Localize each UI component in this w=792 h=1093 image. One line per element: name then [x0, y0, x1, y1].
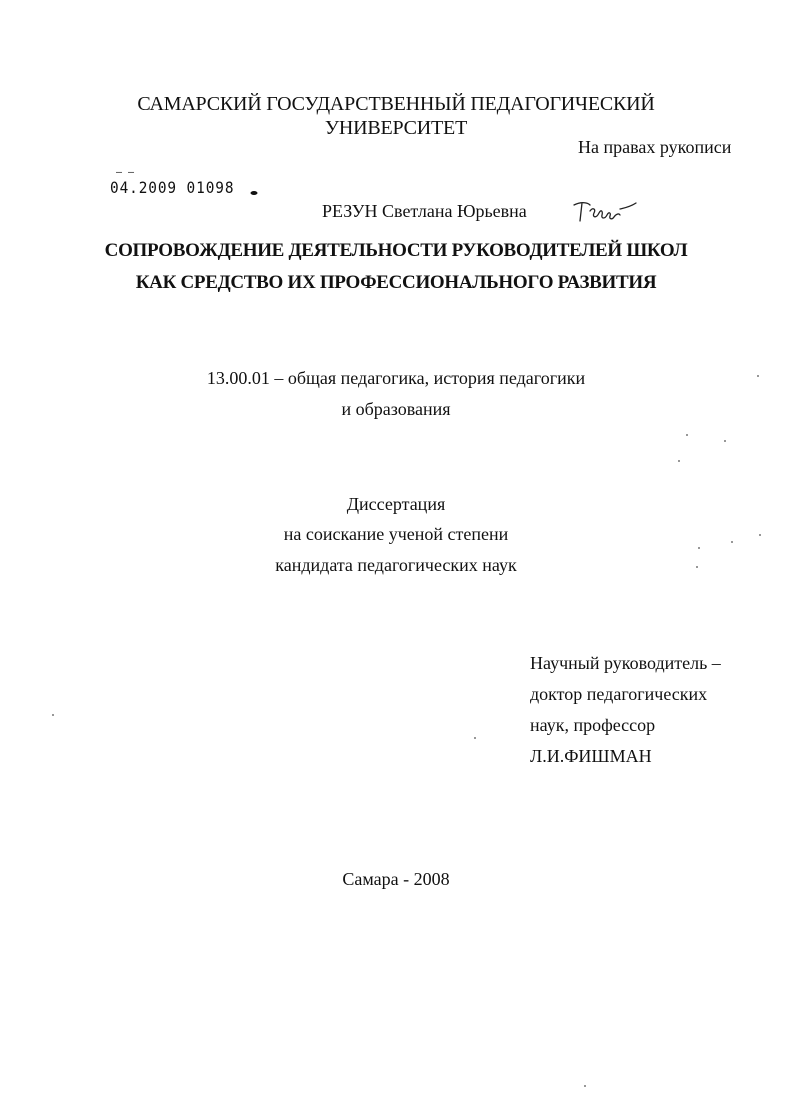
library-stamp-code: 04.2009 01098 — [110, 178, 235, 197]
university-name-line1: САМАРСКИЙ ГОСУДАРСТВЕННЫЙ ПЕДАГОГИЧЕСКИЙ — [137, 93, 655, 115]
scan-speck — [759, 534, 761, 536]
supervisor-line3: наук, профессор — [530, 715, 656, 735]
dissertation-title-line2: КАК СРЕДСТВО ИХ ПРОФЕССИОНАЛЬНОГО РАЗВИТИЯ — [135, 272, 657, 293]
stamp-dash-mark: – – — [116, 167, 135, 178]
place-and-year: Самара - 2008 — [342, 869, 450, 889]
scan-speck — [696, 566, 698, 568]
degree-line2: на соискание ученой степени — [283, 524, 509, 544]
supervisor-block — [530, 648, 721, 772]
scan-speck — [757, 375, 759, 377]
scan-speck — [678, 460, 680, 462]
specialty-line2: и образования — [341, 399, 451, 419]
scan-speck — [474, 737, 476, 739]
dissertation-title-line1: СОПРОВОЖДЕНИЕ ДЕЯТЕЛЬНОСТИ РУКОВОДИТЕЛЕЙ ШКОЛ — [104, 240, 688, 261]
author-name: РЕЗУН Светлана Юрьевна — [322, 201, 527, 221]
specialty-line1: 13.00.01 – общая педагогика, история педагогики — [206, 368, 586, 388]
scan-speck — [698, 547, 700, 549]
university-name-line2: УНИВЕРСИТЕТ — [324, 117, 468, 139]
scan-speck — [584, 1085, 586, 1087]
scan-speck — [686, 434, 688, 436]
supervisor-line1: Научный руководитель – — [530, 653, 721, 673]
supervisor-name: Л.И.ФИШМАН — [530, 746, 652, 766]
degree-line3: кандидата педагогических наук — [275, 555, 517, 575]
stamp-dot-mark — [250, 184, 258, 202]
degree-line1: Диссертация — [346, 494, 446, 514]
scan-speck — [731, 541, 733, 543]
scan-speck — [52, 714, 54, 716]
rights-note: На правах рукописи — [578, 137, 732, 157]
author-signature — [570, 195, 640, 232]
supervisor-line2: доктор педагогических — [530, 684, 708, 704]
scan-speck — [724, 440, 726, 442]
